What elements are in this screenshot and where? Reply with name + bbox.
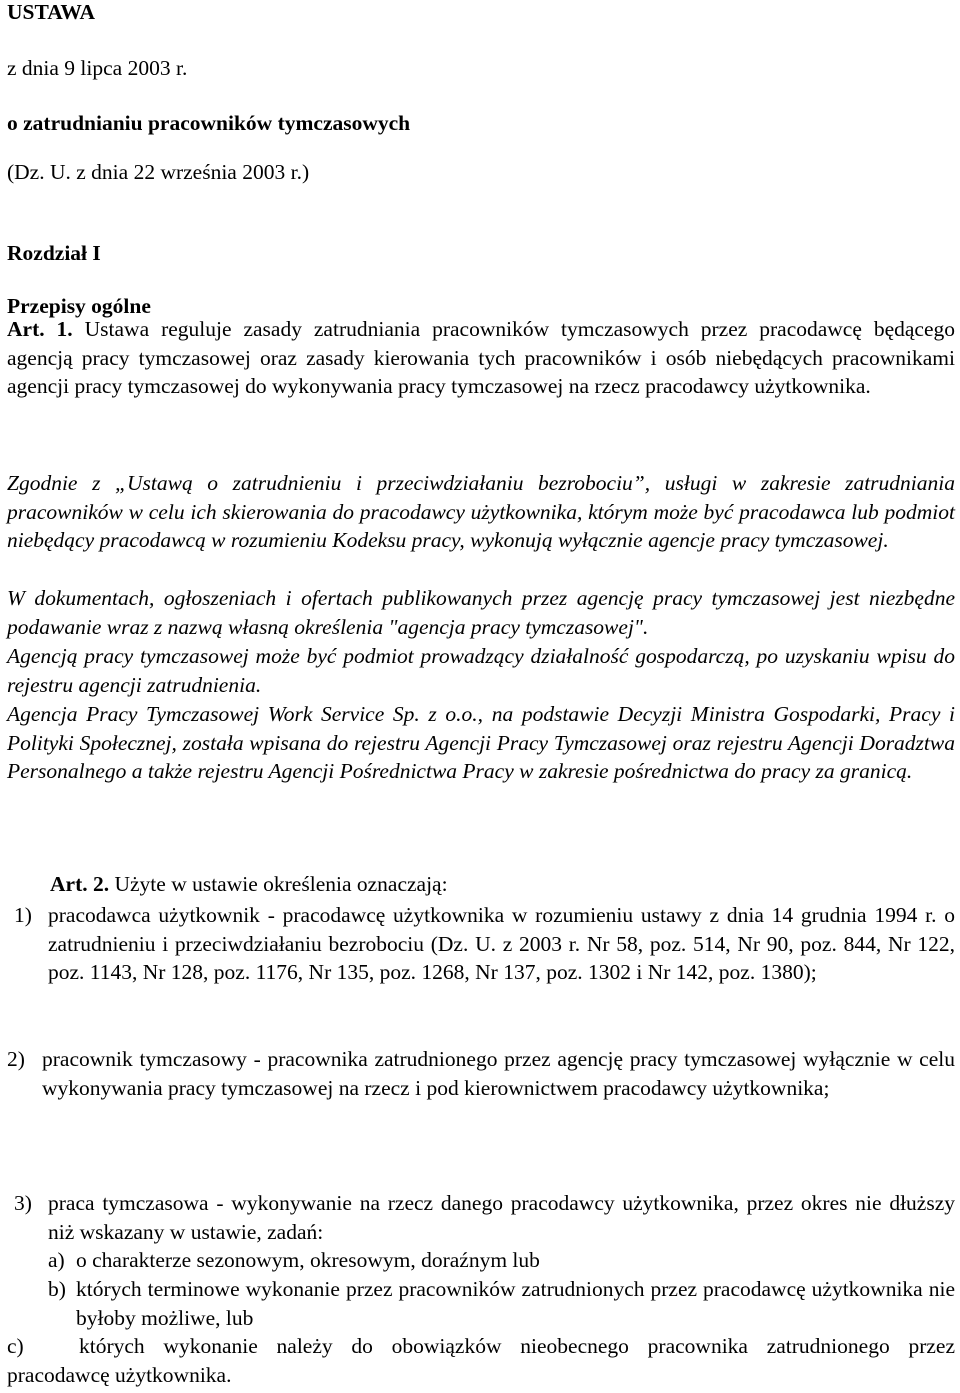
sublist-marker-c: c) bbox=[7, 1334, 24, 1358]
sublist-marker-b: b) bbox=[48, 1277, 66, 1301]
sublist-marker-a: a) bbox=[48, 1248, 65, 1272]
commentary-paragraph-1: Zgodnie z „Ustawą o zatrudnieniu i przeciwdziałaniu bezrobociu”, usługi w zakresie zatrudniania pracowników w celu ich skierowania do pracodawcy użytkownika, którym może być pracodawca lub podmiot niebędący pracodawcą w rozumieniu Kodeksu pracy, wykonują wyłącznie agencje pracy tymczasowej. bbox=[7, 471, 955, 553]
definition-item-2: pracownik tymczasowy - pracownika zatrudnionego przez agencję pracy tymczasowej wyłącznie w celu wykonywania pracy tymczasowej na rzecz i pod kierownictwem pracodawcy użytkownika; bbox=[42, 1047, 955, 1100]
list-marker-3: 3) bbox=[14, 1191, 32, 1215]
definition-item-1: pracodawca użytkownik - pracodawcę użytkownika w rozumieniu ustawy z dnia 14 grudnia 1994 r. o zatrudnieniu i przeciwdziałaniu bezrobociu (Dz. U. z 2003 r. Nr 58, poz. 514, Nr 90, poz. 844, Nr 122, poz. 1143, Nr 128, poz. 1176, Nr 135, poz. 1268, Nr 137, poz. 1302 i Nr 142, poz. 1380); bbox=[48, 903, 955, 985]
article-2-heading bbox=[50, 872, 448, 897]
document-date: z dnia 9 lipca 2003 r. bbox=[7, 56, 188, 80]
list-marker-1: 1) bbox=[14, 903, 32, 927]
article-1 bbox=[7, 315, 955, 401]
document-title: USTAWA bbox=[7, 0, 96, 24]
document-subject: o zatrudnianiu pracowników tymczasowych bbox=[7, 111, 411, 135]
publication-reference: (Dz. U. z dnia 22 września 2003 r.) bbox=[7, 160, 310, 184]
definition-subitem-a: o charakterze sezonowym, okresowym, doraźnym lub bbox=[76, 1248, 540, 1272]
definition-subitem-c bbox=[7, 1332, 955, 1389]
chapter-title: Przepisy ogólne bbox=[7, 294, 151, 318]
article-2-label: Art. 2. bbox=[50, 872, 110, 896]
article-1-label: Art. 1. bbox=[7, 317, 73, 341]
definition-subitem-c-text: których wykonanie należy do obowiązków nieobecnego pracownika zatrudnionego przez pracodawcę użytkownika. bbox=[7, 1334, 955, 1387]
list-marker-2: 2) bbox=[7, 1047, 25, 1071]
article-1-text: Ustawa reguluje zasady zatrudniania pracowników tymczasowych przez pracodawcę będącego agencją pracy tymczasowej oraz zasady kierowania tych pracowników i osób niebędących pracownikami agencji pracy tymczasowej do wykonywania pracy tymczasowej na rzecz pracodawcy użytkownika. bbox=[7, 317, 956, 399]
chapter-number: Rozdział I bbox=[7, 241, 101, 265]
article-2-intro: Użyte w ustawie określenia oznaczają: bbox=[114, 872, 448, 896]
definition-subitem-b: których terminowe wykonanie przez pracowników zatrudnionych przez pracodawcę użytkownika nie byłoby możliwe, lub bbox=[76, 1277, 955, 1330]
commentary-paragraph-3: Agencją pracy tymczasowej może być podmiot prowadzący działalność gospodarczą, po uzyskaniu wpisu do rejestru agencji zatrudnienia. bbox=[7, 644, 955, 697]
commentary-paragraph-2: W dokumentach, ogłoszeniach i ofertach publikowanych przez agencję pracy tymczasowej jest niezbędne podawanie wraz z nazwą własną określenia "agencja pracy tymczasowej". bbox=[7, 586, 955, 639]
commentary-paragraph-4: Agencja Pracy Tymczasowej Work Service Sp. z o.o., na podstawie Decyzji Ministra Gospodarki, Pracy i Polityki Społecznej, została wpisana do rejestru Agencji Pracy Tymczasowej oraz rejestru Agencji Doradztwa Personalnego a także rejestru Agencji Pośrednictwa Pracy w zakresie pośrednictwa do pracy za granicą. bbox=[7, 702, 955, 784]
definition-item-3: praca tymczasowa - wykonywanie na rzecz danego pracodawcy użytkownika, przez okres nie dłuższy niż wskazany w ustawie, zadań: bbox=[48, 1191, 955, 1244]
